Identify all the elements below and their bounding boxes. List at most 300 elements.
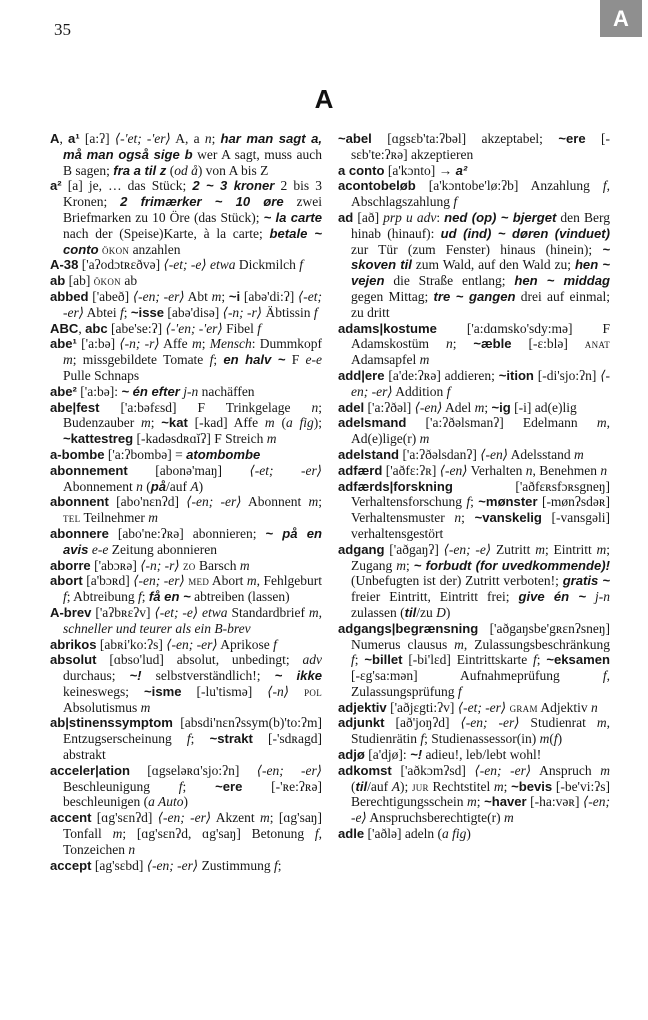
entry-text: , Abschlagszahlung xyxy=(351,178,610,210)
entry-text: m xyxy=(264,415,275,431)
entry-text: gratis ~ xyxy=(562,573,610,589)
entry-text: [-ɛ:blə] xyxy=(511,336,585,352)
dictionary-entry xyxy=(50,526,322,558)
headword: abonnent xyxy=(50,494,109,510)
entry-text: ['aʔbʀɛʔv] xyxy=(91,604,155,620)
entry-text: f xyxy=(138,589,142,605)
entry-text: f xyxy=(553,731,558,747)
headword: adjektiv xyxy=(338,699,387,715)
headword: adelsmand xyxy=(338,415,407,431)
entry-text: ) von A bis Z xyxy=(197,162,269,178)
entry-text: [abə'disə] xyxy=(164,304,223,320)
headword: ~billet xyxy=(364,652,403,668)
headword: adkomst xyxy=(338,762,392,778)
entry-text: ) xyxy=(466,826,471,842)
headword: abort xyxy=(50,573,83,589)
entry-text: ⟨-en; -e⟩ xyxy=(351,794,610,826)
entry-text: ( xyxy=(549,731,554,747)
entry-text: schneller und teurer als ein B-brev xyxy=(63,620,251,636)
entry-text: Verhalten xyxy=(467,462,526,478)
entry-text: Barsch xyxy=(195,557,240,573)
entry-text: [-vansgəli] verhaltensgestört xyxy=(351,510,610,541)
entry-text: [ɑgsɛb'ta:ʔbəl] akzeptabel; xyxy=(371,131,559,146)
entry-text: [ɑgseləʀɑ'sjo:ʔn] xyxy=(130,762,257,778)
entry-text: Adel xyxy=(442,399,475,415)
dictionary-entry xyxy=(50,494,322,526)
entry-text: ['aðkɔmʔsd] xyxy=(391,762,475,778)
entry-text: anzahlen xyxy=(129,241,181,257)
dictionary-entry xyxy=(50,763,322,810)
entry-text: m xyxy=(493,778,504,794)
entry-text: ) xyxy=(198,478,204,494)
entry-text: atombombe xyxy=(186,446,261,462)
entry-text: ( xyxy=(351,778,356,794)
dictionary-entry xyxy=(338,621,610,700)
entry-text: m xyxy=(260,810,270,826)
entry-text: ['a:ʔðəl] xyxy=(364,399,415,415)
entry-text: ⟨-n; -r⟩ xyxy=(140,557,180,573)
entry-text: prp u adv xyxy=(383,209,437,225)
entry-text: ⟨-en; -e⟩ xyxy=(443,541,492,557)
entry-text: [abo'ne:ʔʀə] abonnieren; xyxy=(108,525,266,541)
entry-text: på xyxy=(150,478,167,494)
entry-text: har man sagt a, må man også sige b xyxy=(63,131,322,162)
entry-text: ud (ind) ~ døren (vinduet) xyxy=(440,225,610,241)
dictionary-entry xyxy=(338,715,610,747)
headword: ~vanskelig xyxy=(474,510,542,526)
entry-text: ; xyxy=(461,510,475,526)
entry-text: ); xyxy=(313,415,322,431)
entry-text: ⟨-en⟩ xyxy=(414,399,443,415)
entry-text: Zutritt xyxy=(491,541,536,557)
entry-text: ; xyxy=(221,288,229,304)
entry-text: zulassen ( xyxy=(351,604,405,620)
entry-text: j-n xyxy=(595,589,611,605)
headword: adelstand xyxy=(338,446,400,462)
entry-text: m xyxy=(600,762,610,778)
entry-text: [-bi'lɛd] Eintrittskarte xyxy=(402,652,534,668)
entry-text: [-i] ad(e)lig xyxy=(510,399,577,415)
headword: aborre xyxy=(50,557,91,573)
entry-text: f xyxy=(420,731,425,747)
entry-text: Abt xyxy=(184,288,212,304)
headword: abc xyxy=(85,320,108,336)
entry-text: f xyxy=(273,857,278,873)
entry-text: f xyxy=(313,304,318,320)
headword: ~ere xyxy=(215,778,243,794)
entry-text: ⟨-en; -er⟩ xyxy=(256,762,322,778)
entry-text: a Auto xyxy=(148,794,184,810)
entry-text: ) xyxy=(445,604,451,620)
entry-text: ⟨-en⟩ xyxy=(480,446,508,462)
entry-text: (Unbefugten ist der) Zutritt verboten!; xyxy=(351,573,563,589)
entry-text: [a'kɔnto] → xyxy=(384,162,456,178)
entry-text: den Berg hinab (hinauf): xyxy=(351,209,610,241)
entry-text: til xyxy=(355,778,368,794)
dictionary-entry xyxy=(338,700,610,716)
entry-text: ['a:bəfɛsd] F Trinkgelage xyxy=(99,399,312,415)
entry-text: ['a:bə] xyxy=(76,336,120,352)
headword: acontobeløb xyxy=(338,178,416,194)
headword: adams|kostume xyxy=(338,320,437,336)
entry-text: m xyxy=(191,336,202,352)
dictionary-entry xyxy=(50,321,322,337)
dictionary-entry xyxy=(338,463,610,479)
entry-text: Studienrat xyxy=(519,715,597,731)
entry-text: f xyxy=(257,320,261,336)
entry-text: ['a:ʔðəlsmanʔ] Edelmann xyxy=(406,415,597,431)
subject-label: tel xyxy=(63,510,81,526)
entry-text: [-ha:vəʀ] xyxy=(526,794,583,810)
entry-text: [-mønʔsdəʀ] Verhaltensmuster xyxy=(351,494,611,526)
entry-text: betale ~ conto xyxy=(63,225,322,257)
entry-text: tre ~ gangen xyxy=(433,288,516,304)
entry-text: ⟨-en; -er⟩ xyxy=(166,636,218,652)
dictionary-entry xyxy=(50,131,322,178)
entry-text: m xyxy=(539,731,550,747)
entry-text: , xyxy=(78,320,86,336)
headword: a-bombe xyxy=(50,446,105,462)
dictionary-entry xyxy=(50,637,322,653)
dictionary-entry xyxy=(50,605,322,637)
entry-text: ⟨-et; -er⟩ xyxy=(63,288,322,320)
entry-text: [að] xyxy=(353,209,384,225)
dictionary-entry xyxy=(338,747,610,763)
entry-text: ~ la carte xyxy=(263,209,323,225)
right-column xyxy=(338,131,610,873)
entry-text: 2 frimærker ~ 10 øre xyxy=(120,194,284,210)
entry-text: ; [ɑg'sɛnʔd, ɑg'saŋ] Betonung xyxy=(122,826,315,842)
entry-text: ; Eintritt xyxy=(544,541,597,557)
entry-text: [ɑbso'lud] absolut, unbedingt; xyxy=(96,652,303,668)
entry-text: [abonə'maŋ] xyxy=(127,462,250,478)
headword: ~isse xyxy=(130,304,165,320)
dictionary-entry xyxy=(50,652,322,715)
headword: A xyxy=(50,131,60,146)
entry-text: en halv ~ xyxy=(223,352,286,368)
entry-text: ⟨-en; -er⟩ xyxy=(474,762,532,778)
entry-text: m xyxy=(467,794,477,810)
entry-text: selbstverständlich!; xyxy=(141,668,275,684)
entry-text: Abort xyxy=(209,573,247,589)
entry-text: ⟨-en; -er⟩ xyxy=(146,857,199,873)
entry-text: n xyxy=(311,399,319,415)
entry-text: Mensch xyxy=(209,336,252,352)
entry-text: ⟨-n; -r⟩ xyxy=(222,304,263,320)
entry-text: Rechtstitel xyxy=(428,778,494,794)
dictionary-entry xyxy=(50,463,322,495)
entry-text: m xyxy=(246,573,257,589)
entry-text: f xyxy=(466,494,471,510)
entry-text: Dickmilch xyxy=(235,257,300,273)
entry-text: Abtei xyxy=(84,304,121,320)
entry-text: ; xyxy=(476,794,485,810)
entry-text: [a'djø]: xyxy=(364,747,411,763)
dictionary-entry xyxy=(338,415,610,447)
headword: acceler|ation xyxy=(50,762,130,778)
headword: abe|fest xyxy=(50,399,100,415)
entry-text: give én ~ xyxy=(518,589,587,605)
entry-text: m xyxy=(419,431,430,447)
entry-text: ⟨-en⟩ xyxy=(439,462,468,478)
entry-text: ( xyxy=(166,162,175,178)
entry-text: Beschleunigung xyxy=(63,778,179,794)
entry-text: ['aðgaŋʔ] xyxy=(384,541,444,557)
dictionary-entry xyxy=(338,163,610,179)
entry-text: ⟨-et; -er⟩ xyxy=(249,462,322,478)
dictionary-entry xyxy=(50,715,322,762)
entry-text: ⟨-'et; -'er⟩ xyxy=(114,131,171,146)
headword: ~ig xyxy=(491,399,511,415)
entry-text: m xyxy=(596,415,607,431)
entry-text: m xyxy=(308,604,319,620)
dictionary-entry xyxy=(338,447,610,463)
entry-text: ) xyxy=(183,794,188,810)
entry-text: [ɑg'sɛnʔd] xyxy=(91,810,158,826)
entry-text: 2 ~ 3 kroner xyxy=(192,178,275,194)
entry-text: , Zulassungsprüfung xyxy=(351,668,610,699)
entry-text: f xyxy=(273,636,277,652)
entry-text: Anspruchsberechtigte(r) xyxy=(366,810,504,826)
entry-text: ['aðlə] adeln ( xyxy=(364,826,442,842)
entry-text: få en ~ xyxy=(148,589,191,605)
entry-text: ; xyxy=(213,352,224,368)
entry-text: [-lu'tismə] xyxy=(181,683,268,699)
entry-text: ⟨-n; -r⟩ xyxy=(119,336,160,352)
entry-text: ; xyxy=(141,589,149,605)
subject-label: ökon xyxy=(101,241,130,257)
entry-text: ; xyxy=(484,399,492,415)
entry-text: Abonnent xyxy=(241,494,309,510)
entry-text: , Zulassungsbeschränkung xyxy=(463,636,610,652)
entry-text: ); xyxy=(400,778,412,794)
dictionary-entry xyxy=(338,826,610,842)
entry-text: /zu xyxy=(416,604,437,620)
headword: a conto xyxy=(338,162,385,178)
entry-text: m xyxy=(396,557,406,573)
entry-text: ['aðgaŋsbe'gʀɛnʔsneŋ] Numerus clausus xyxy=(351,620,610,652)
headword: adgang xyxy=(338,541,385,557)
headword: a¹ xyxy=(68,131,80,146)
entry-text xyxy=(586,589,595,604)
entry-text: ⟨-en; -er⟩ xyxy=(133,573,185,589)
entry-text: m xyxy=(474,399,485,415)
dictionary-entry xyxy=(338,178,610,210)
entry-text: ['a:bə]: xyxy=(76,383,122,399)
dictionary-entry xyxy=(50,573,322,605)
entry-text: ~ én efter xyxy=(121,383,180,399)
entry-text: A xyxy=(391,778,401,794)
headword: ~mønster xyxy=(478,494,538,510)
entry-text: ) xyxy=(557,731,563,747)
entry-text: zwei Briefmarken zu 10 Öre (das Stück); xyxy=(63,194,323,225)
dictionary-entry xyxy=(338,479,610,542)
entry-text: m xyxy=(148,510,158,526)
entry-text: Adelsstand xyxy=(507,446,574,462)
entry-text: adv xyxy=(302,652,322,668)
subject-label: pol xyxy=(304,683,323,699)
entry-text: n xyxy=(128,841,136,857)
entry-text: f xyxy=(602,178,607,194)
entry-text: ~ på en avis xyxy=(63,525,322,557)
entry-text: die Straße entlang; xyxy=(384,273,515,289)
entry-text: abtreiben (lassen) xyxy=(190,589,290,605)
entry-text: f xyxy=(209,352,214,368)
entry-text: [a'bɔʀd] xyxy=(82,573,134,589)
entry-text: wer A sagt, muss auch B sagen; xyxy=(63,146,322,178)
entry-text: ; xyxy=(406,557,414,573)
section-heading: A xyxy=(314,84,334,114)
entry-text: [-'ʀe:ʔʀə] beschleunigen ( xyxy=(63,778,322,810)
entry-text: ; xyxy=(211,131,221,146)
entry-text: ( xyxy=(274,415,286,431)
entry-text: adieu!, leb/lebt wohl! xyxy=(422,747,542,763)
entry-text: Zustimmung xyxy=(198,857,274,873)
headword: ~bevis xyxy=(511,778,553,794)
entry-text: e-e xyxy=(305,352,322,368)
entry-text: ⟨-'en; -'er⟩ xyxy=(165,320,223,336)
entry-text: f xyxy=(63,589,67,605)
entry-text: nach der (Speise)Karte, à la carte; xyxy=(63,225,270,241)
dictionary-entry xyxy=(338,763,610,826)
entry-text: n xyxy=(600,462,608,478)
entry-text: /auf xyxy=(367,778,392,794)
entry-text: : xyxy=(436,209,445,225)
entry-text: m xyxy=(454,636,464,652)
entry-text: f xyxy=(299,257,304,273)
entry-text: m xyxy=(239,557,250,573)
headword: ~i xyxy=(228,288,241,304)
entry-text: A xyxy=(190,478,199,494)
entry-text: [a'kɔntobe'lø:ʔb] Anzahlung xyxy=(415,178,603,194)
entry-text: f xyxy=(453,194,458,210)
dictionary-entry xyxy=(50,858,322,874)
entry-text: m xyxy=(419,352,430,368)
entry-text: , Studienrätin xyxy=(351,715,610,747)
entry-text: [-kad] Affe xyxy=(187,415,265,431)
entry-text: drei auf einmal; zu dritt xyxy=(351,288,611,320)
entry-text: Abonnement xyxy=(63,478,137,494)
entry-text: ; xyxy=(503,778,512,794)
entry-text: 2 bis 3 Kronen; xyxy=(63,178,322,210)
entry-text: m xyxy=(211,288,222,304)
entry-text: [abə'di:ʔ] xyxy=(240,288,298,304)
entry-text: ; xyxy=(277,857,282,873)
headword: ~kat xyxy=(161,415,188,431)
entry-text: [ag'sɛbd] xyxy=(91,857,147,873)
entry-text: /auf xyxy=(166,478,191,494)
entry-text: ['abɔʀə] xyxy=(90,557,141,573)
page-number: 35 xyxy=(54,20,71,39)
headword: ~kattestreg xyxy=(63,431,134,447)
entry-text: keineswegs; xyxy=(63,683,145,699)
headword: adjø xyxy=(338,747,365,763)
entry-text: ⟨-et; -e⟩ etwa xyxy=(163,257,236,273)
entry-text: Akzent xyxy=(211,810,260,826)
entry-text: n xyxy=(454,510,462,526)
entry-text: Teilnehmer xyxy=(80,510,149,526)
entry-text: m xyxy=(266,431,277,447)
entry-text: fra a til z xyxy=(113,162,167,178)
entry-text: hen ~ vejen xyxy=(351,257,610,289)
entry-text: nachäffen xyxy=(198,383,255,399)
entry-text: f xyxy=(602,668,607,684)
entry-text: , Fehlgeburt xyxy=(256,573,322,589)
entry-text: D xyxy=(436,604,446,620)
entry-text: ; xyxy=(470,494,479,510)
headword: ~isme xyxy=(144,683,182,699)
headword: abbed xyxy=(50,288,89,304)
entry-text: [ab] xyxy=(65,273,94,289)
dictionary-entry xyxy=(50,336,322,383)
left-column xyxy=(50,131,322,873)
entry-text: m xyxy=(63,352,73,368)
entry-text: [-'sdʀagd] abstrakt xyxy=(63,731,323,763)
entry-text: ab xyxy=(120,273,138,289)
entry-text: zum Wald, auf den Wald zu; xyxy=(411,257,575,273)
entry-text: ⟨-en; -er⟩ xyxy=(132,288,185,304)
entry-text: [abʀi'ko:ʔs] xyxy=(96,636,167,652)
entry-text: Absolutismus xyxy=(63,699,141,715)
subject-label: med xyxy=(188,573,210,589)
headword: ~haver xyxy=(484,794,527,810)
entry-text: f xyxy=(457,683,462,699)
entry-text: ; xyxy=(536,652,547,668)
entry-text: n xyxy=(445,336,453,352)
headword: abrikos xyxy=(50,636,97,652)
entry-text: m xyxy=(141,415,151,431)
entry-text: , Benehmen xyxy=(532,462,601,478)
headword: ab xyxy=(50,273,66,289)
entry-text: Pulle Schnaps xyxy=(63,367,140,383)
entry-text: m xyxy=(573,446,584,462)
entry-text: Aprikose xyxy=(217,636,274,652)
entry-text: ; xyxy=(452,336,474,352)
entry-text: [a'de:ʔʀə] addieren; xyxy=(384,367,499,383)
entry-text: [-di'sjo:ʔn] xyxy=(533,367,601,383)
headword: accept xyxy=(50,857,92,873)
entry-text: f xyxy=(186,731,191,747)
dictionary-entry xyxy=(50,558,322,574)
dictionary-entry xyxy=(50,178,322,257)
entry-text: a² xyxy=(455,162,468,178)
entry-text: ; [ɑg'saŋ] Tonfall xyxy=(63,810,322,842)
headword: ~strakt xyxy=(209,731,253,747)
entry-text: ; Zugang xyxy=(351,541,611,573)
dictionary-entry xyxy=(50,257,322,273)
subject-label: zo xyxy=(183,557,196,573)
entry-text: [-ɛg'sa:mən] Aufnahmeprüfung xyxy=(351,668,603,684)
entry-text: [a] je, … das Stück; xyxy=(61,178,193,194)
headword: abonnement xyxy=(50,462,128,478)
entry-text: n xyxy=(136,478,143,494)
entry-text: ~! xyxy=(410,747,423,763)
entry-text: ~! xyxy=(129,668,142,684)
headword: adjunkt xyxy=(338,715,385,731)
entry-text: Adjektiv xyxy=(537,699,592,715)
entry-text: Zeitung abonnieren xyxy=(108,541,218,557)
headword: abonnere xyxy=(50,525,109,541)
entry-text: [a:ʔ] xyxy=(79,131,115,146)
entry-text: m xyxy=(535,541,545,557)
entry-text: gegen Mittag; xyxy=(351,288,434,304)
entry-text: ['a:ʔðəlsdanʔ] xyxy=(399,446,481,462)
entry-text: A, a xyxy=(170,131,205,146)
entry-text: ⟨-en; -er⟩ xyxy=(460,715,520,731)
entry-text: [að'joŋʔd] xyxy=(384,715,461,731)
entry-text: f xyxy=(314,826,319,842)
entry-text: od å xyxy=(174,162,198,178)
